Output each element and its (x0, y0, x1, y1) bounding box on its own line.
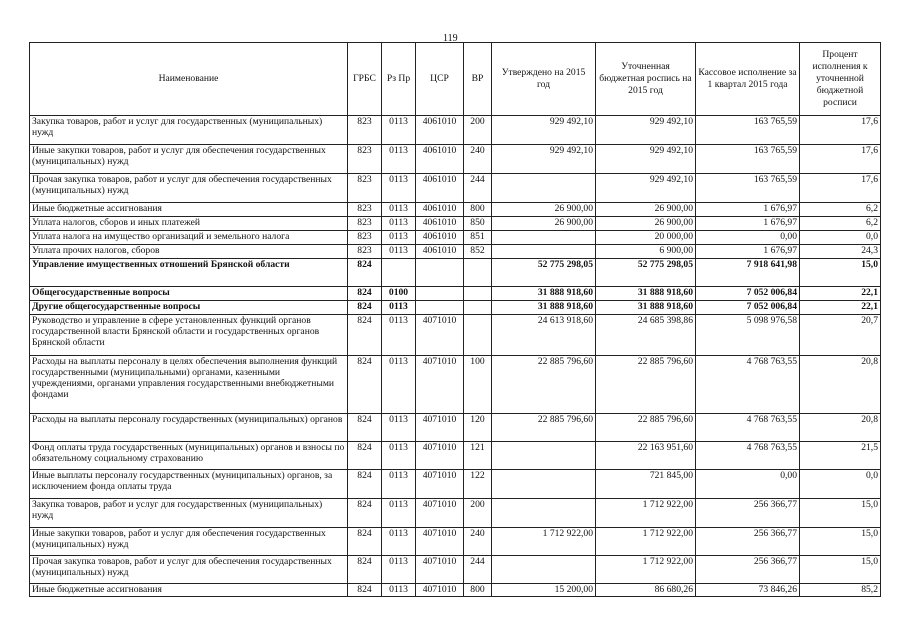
cell-approved: 929 492,10 (492, 116, 596, 145)
cell-refined: 26 900,00 (596, 203, 696, 217)
cell-csr: 4061010 (416, 145, 464, 174)
cell-rzpr: 0113 (382, 217, 416, 231)
cell-cash: 4 768 763,55 (696, 414, 800, 442)
cell-vr: 122 (464, 470, 492, 499)
header-approved: Утверждено на 2015 год (492, 43, 596, 116)
cell-csr: 4061010 (416, 116, 464, 145)
cell-name: Закупка товаров, работ и услуг для государственных (муниципальных) нужд (30, 499, 348, 528)
cell-vr (464, 315, 492, 356)
cell-approved: 22 885 796,60 (492, 356, 596, 414)
cell-percent: 20,8 (800, 414, 881, 442)
cell-grbs: 823 (348, 116, 382, 145)
cell-grbs: 824 (348, 315, 382, 356)
cell-refined: 929 492,10 (596, 145, 696, 174)
cell-rzpr: 0113 (382, 145, 416, 174)
cell-percent: 17,6 (800, 174, 881, 203)
cell-csr: 4061010 (416, 174, 464, 203)
cell-name: Иные закупки товаров, работ и услуг для обеспечения государственных (муниципальных) нужд (30, 145, 348, 174)
cell-cash: 0,00 (696, 470, 800, 499)
table-row (30, 315, 881, 356)
cell-rzpr: 0113 (382, 470, 416, 499)
cell-rzpr: 0113 (382, 301, 416, 315)
header-grbs: ГРБС (348, 43, 382, 116)
header-vr: ВР (464, 43, 492, 116)
cell-grbs: 823 (348, 245, 382, 259)
cell-vr: 244 (464, 174, 492, 203)
cell-approved: 1 712 922,00 (492, 528, 596, 556)
cell-refined: 1 712 922,00 (596, 556, 696, 584)
cell-grbs: 824 (348, 584, 382, 597)
cell-grbs: 824 (348, 259, 382, 287)
cell-rzpr: 0113 (382, 245, 416, 259)
cell-vr: 244 (464, 556, 492, 584)
cell-name: Закупка товаров, работ и услуг для государственных (муниципальных) нужд (30, 116, 348, 145)
cell-rzpr: 0113 (382, 556, 416, 584)
cell-percent: 0,0 (800, 231, 881, 245)
cell-cash: 5 098 976,58 (696, 315, 800, 356)
cell-vr: 850 (464, 217, 492, 231)
table-row (30, 245, 881, 259)
cell-cash: 256 366,77 (696, 499, 800, 528)
cell-csr: 4071010 (416, 356, 464, 414)
cell-approved: 929 492,10 (492, 145, 596, 174)
header-csr: ЦСР (416, 43, 464, 116)
cell-approved (492, 442, 596, 470)
cell-approved: 24 613 918,60 (492, 315, 596, 356)
table-row (30, 145, 881, 174)
cell-name: Расходы на выплаты персоналу в целях обеспечения выполнения функций государственными (муниципальными) органами, казенными учреждениями, органами управления государственными внебюджетными фондами (30, 356, 348, 414)
table-row (30, 556, 881, 584)
cell-csr: 4071010 (416, 584, 464, 597)
cell-percent: 17,6 (800, 145, 881, 174)
cell-approved: 52 775 298,05 (492, 259, 596, 287)
cell-percent: 6,2 (800, 217, 881, 231)
header-cash: Кассовое исполнение за 1 квартал 2015 года (696, 43, 800, 116)
table-row (30, 231, 881, 245)
cell-cash: 4 768 763,55 (696, 356, 800, 414)
cell-name: Иные бюджетные ассигнования (30, 203, 348, 217)
cell-grbs: 824 (348, 356, 382, 414)
cell-approved: 26 900,00 (492, 217, 596, 231)
table-row (30, 584, 881, 597)
cell-refined: 52 775 298,05 (596, 259, 696, 287)
cell-approved: 31 888 918,60 (492, 287, 596, 301)
cell-grbs: 824 (348, 470, 382, 499)
table-row (30, 174, 881, 203)
cell-cash: 0,00 (696, 231, 800, 245)
cell-refined: 6 900,00 (596, 245, 696, 259)
cell-grbs: 824 (348, 556, 382, 584)
cell-refined: 22 885 796,60 (596, 414, 696, 442)
cell-csr: 4061010 (416, 245, 464, 259)
cell-vr: 121 (464, 442, 492, 470)
cell-grbs: 824 (348, 287, 382, 301)
table-row (30, 356, 881, 414)
cell-vr: 200 (464, 116, 492, 145)
cell-cash: 4 768 763,55 (696, 442, 800, 470)
cell-cash: 163 765,59 (696, 145, 800, 174)
table-row (30, 116, 881, 145)
cell-refined: 31 888 918,60 (596, 287, 696, 301)
cell-rzpr: 0113 (382, 356, 416, 414)
cell-percent: 17,6 (800, 116, 881, 145)
cell-vr: 200 (464, 499, 492, 528)
cell-name: Руководство и управление в сфере установленных функций органов государственной власти Брянской области и государственных органов Брянской области (30, 315, 348, 356)
cell-refined: 721 845,00 (596, 470, 696, 499)
cell-cash: 256 366,77 (696, 556, 800, 584)
cell-rzpr: 0113 (382, 499, 416, 528)
cell-cash: 1 676,97 (696, 203, 800, 217)
cell-grbs: 824 (348, 528, 382, 556)
cell-rzpr: 0113 (382, 174, 416, 203)
cell-percent: 6,2 (800, 203, 881, 217)
cell-grbs: 824 (348, 499, 382, 528)
cell-cash: 256 366,77 (696, 528, 800, 556)
cell-grbs: 824 (348, 442, 382, 470)
cell-percent: 20,7 (800, 315, 881, 356)
cell-csr: 4061010 (416, 203, 464, 217)
cell-grbs: 823 (348, 217, 382, 231)
cell-csr: 4071010 (416, 528, 464, 556)
table-row (30, 528, 881, 556)
cell-csr: 4071010 (416, 315, 464, 356)
cell-percent: 15,0 (800, 259, 881, 287)
cell-refined: 26 900,00 (596, 217, 696, 231)
cell-refined: 20 000,00 (596, 231, 696, 245)
cell-csr: 4071010 (416, 442, 464, 470)
cell-csr: 4071010 (416, 556, 464, 584)
cell-approved: 22 885 796,60 (492, 414, 596, 442)
cell-cash: 7 918 641,98 (696, 259, 800, 287)
cell-rzpr: 0113 (382, 414, 416, 442)
cell-name: Иные выплаты персоналу государственных (муниципальных) органов, за исключением фонда оплаты труда (30, 470, 348, 499)
cell-percent: 0,0 (800, 470, 881, 499)
cell-rzpr: 0113 (382, 231, 416, 245)
cell-name: Уплата налогов, сборов и иных платежей (30, 217, 348, 231)
cell-approved (492, 174, 596, 203)
cell-approved (492, 231, 596, 245)
cell-csr: 4071010 (416, 499, 464, 528)
cell-name: Уплата прочих налогов, сборов (30, 245, 348, 259)
cell-percent: 20,8 (800, 356, 881, 414)
cell-vr (464, 301, 492, 315)
cell-name: Иные закупки товаров, работ и услуг для обеспечения государственных (муниципальных) нужд (30, 528, 348, 556)
cell-refined: 1 712 922,00 (596, 528, 696, 556)
header-name: Наименование (30, 43, 348, 116)
header-rzpr: Рз Пр (382, 43, 416, 116)
cell-percent: 15,0 (800, 499, 881, 528)
cell-rzpr: 0113 (382, 116, 416, 145)
cell-approved (492, 245, 596, 259)
cell-rzpr: 0113 (382, 442, 416, 470)
cell-vr: 240 (464, 528, 492, 556)
cell-approved: 26 900,00 (492, 203, 596, 217)
cell-name: Прочая закупка товаров, работ и услуг для обеспечения государственных (муниципальных) нужд (30, 556, 348, 584)
cell-percent: 21,5 (800, 442, 881, 470)
table-row (30, 470, 881, 499)
cell-cash: 73 846,26 (696, 584, 800, 597)
table-row (30, 442, 881, 470)
table-body (30, 116, 881, 597)
cell-csr: 4071010 (416, 414, 464, 442)
cell-refined: 86 680,26 (596, 584, 696, 597)
cell-name: Уплата налога на имущество организаций и земельного налога (30, 231, 348, 245)
cell-percent: 15,0 (800, 528, 881, 556)
cell-cash: 7 052 006,84 (696, 287, 800, 301)
cell-refined: 1 712 922,00 (596, 499, 696, 528)
table-row (30, 217, 881, 231)
cell-refined: 929 492,10 (596, 116, 696, 145)
cell-vr: 852 (464, 245, 492, 259)
cell-vr: 851 (464, 231, 492, 245)
cell-vr (464, 287, 492, 301)
cell-cash: 7 052 006,84 (696, 301, 800, 315)
cell-percent: 85,2 (800, 584, 881, 597)
cell-approved (492, 470, 596, 499)
cell-refined: 31 888 918,60 (596, 301, 696, 315)
cell-vr (464, 259, 492, 287)
cell-grbs: 823 (348, 231, 382, 245)
cell-cash: 163 765,59 (696, 116, 800, 145)
cell-name: Другие общегосударственные вопросы (30, 301, 348, 315)
cell-name: Расходы на выплаты персоналу государственных (муниципальных) органов (30, 414, 348, 442)
cell-grbs: 824 (348, 414, 382, 442)
cell-refined: 22 163 951,60 (596, 442, 696, 470)
cell-refined: 22 885 796,60 (596, 356, 696, 414)
cell-cash: 1 676,97 (696, 245, 800, 259)
cell-name: Прочая закупка товаров, работ и услуг для обеспечения государственных (муниципальных) нужд (30, 174, 348, 203)
cell-refined: 24 685 398,86 (596, 315, 696, 356)
table-row (30, 414, 881, 442)
cell-vr: 800 (464, 584, 492, 597)
cell-name: Иные бюджетные ассигнования (30, 584, 348, 597)
cell-approved (492, 556, 596, 584)
header-refined: Уточненная бюджетная роспись на 2015 год (596, 43, 696, 116)
cell-cash: 1 676,97 (696, 217, 800, 231)
cell-rzpr: 0113 (382, 203, 416, 217)
cell-vr: 100 (464, 356, 492, 414)
cell-csr (416, 287, 464, 301)
cell-name: Управление имущественных отношений Брянской области (30, 259, 348, 287)
cell-percent: 22,1 (800, 301, 881, 315)
cell-csr: 4061010 (416, 217, 464, 231)
table-row (30, 287, 881, 301)
cell-csr: 4061010 (416, 231, 464, 245)
table-row (30, 203, 881, 217)
cell-rzpr: 0113 (382, 584, 416, 597)
cell-refined: 929 492,10 (596, 174, 696, 203)
cell-percent: 22,1 (800, 287, 881, 301)
cell-cash: 163 765,59 (696, 174, 800, 203)
cell-approved: 15 200,00 (492, 584, 596, 597)
table-row (30, 301, 881, 315)
cell-percent: 24,3 (800, 245, 881, 259)
cell-rzpr: 0100 (382, 287, 416, 301)
cell-rzpr: 0113 (382, 315, 416, 356)
page-number: 119 (443, 33, 458, 44)
cell-vr: 800 (464, 203, 492, 217)
cell-grbs: 823 (348, 174, 382, 203)
cell-csr (416, 259, 464, 287)
cell-grbs: 823 (348, 203, 382, 217)
table-row (30, 259, 881, 287)
cell-approved (492, 499, 596, 528)
cell-vr: 120 (464, 414, 492, 442)
cell-percent: 15,0 (800, 556, 881, 584)
header-percent: Процент исполнения к уточненной бюджетной росписи (800, 43, 881, 116)
cell-csr: 4071010 (416, 470, 464, 499)
cell-name: Фонд оплаты труда государственных (муниципальных) органов и взносы по обязательному социальному страхованию (30, 442, 348, 470)
cell-rzpr: 0113 (382, 528, 416, 556)
cell-name: Общегосударственные вопросы (30, 287, 348, 301)
cell-rzpr (382, 259, 416, 287)
cell-grbs: 823 (348, 145, 382, 174)
table-row (30, 499, 881, 528)
cell-approved: 31 888 918,60 (492, 301, 596, 315)
cell-vr: 240 (464, 145, 492, 174)
budget-table (29, 42, 881, 597)
table-header-row (30, 43, 881, 116)
cell-grbs: 824 (348, 301, 382, 315)
cell-csr (416, 301, 464, 315)
